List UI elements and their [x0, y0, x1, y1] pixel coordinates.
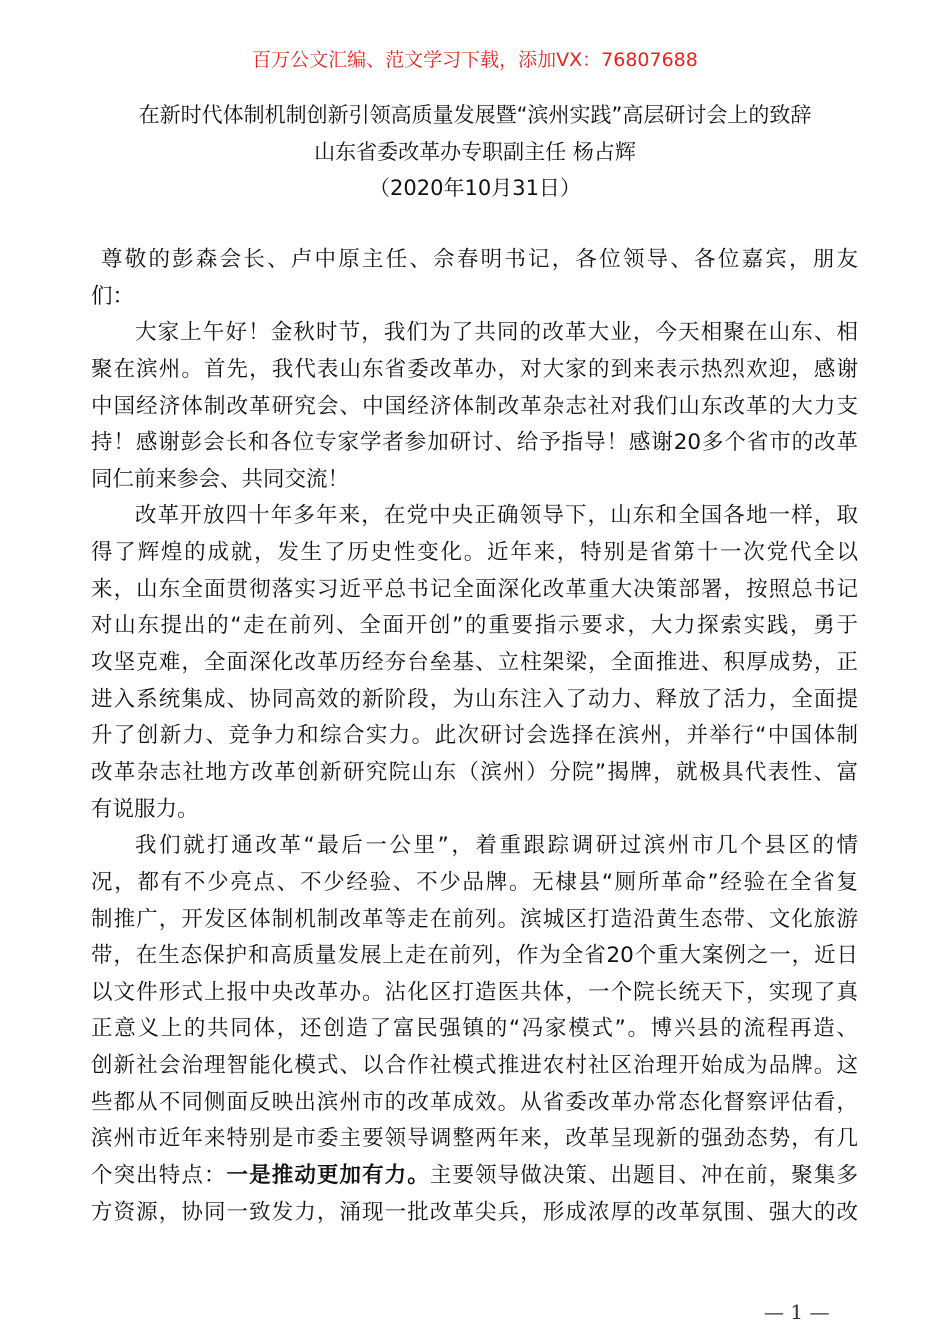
body-line: 正意义上的共同体，还创造了富民强镇的“冯家模式”。博兴县的流程再造、: [91, 1016, 858, 1042]
body-line: 带，在生态保护和高质量发展上走在前列，作为全省20个重大案例之一，近日: [91, 943, 858, 969]
body-line: 方资源，协同一致发力，涌现一批改革尖兵，形成浓厚的改革氛围、强大的改: [91, 1199, 858, 1225]
author-line: 山东省委改革办专职副主任 杨占辉: [314, 140, 636, 164]
body-line: 大家上午好！金秋时节，我们为了共同的改革大业，今天相聚在山东、相: [135, 320, 858, 346]
body-line: 持！感谢彭会长和各位专家学者参加研讨、给予指导！感谢20多个省市的改革: [91, 430, 858, 456]
body-paragraph: [91, 831, 858, 1161]
body-line: 改革杂志社地方改革创新研究院山东（滨州）分院”揭牌，就极具代表性、富: [91, 759, 858, 785]
body-line: 制推广，开发区体制机制改革等走在前列。滨城区打造沿黄生态带、文化旅游: [91, 906, 858, 932]
document-title: 在新时代体制机制创新引领高质量发展暨“滨州实践”高层研讨会上的致辞: [138, 103, 812, 127]
body-line: 进入系统集成、协同高效的新阶段，为山东注入了动力、释放了活力，全面提: [91, 686, 858, 712]
body-line: [91, 1161, 858, 1198]
body-line: 尊敬的彭森会长、卢中原主任、佘春明书记，各位领导、各位嘉宾，朋友: [101, 247, 858, 272]
body-line: 改革开放四十年多年来，在党中央正确领导下，山东和全国各地一样，取: [135, 503, 858, 529]
body-line: 来，山东全面贯彻落实习近平总书记全面深化改革重大决策部署，按照总书记: [91, 576, 858, 602]
body-paragraph: [91, 318, 858, 501]
text-run: 个突出特点：: [91, 1163, 227, 1189]
document-body: [91, 245, 858, 1234]
body-line: 滨州市近年来特别是市委主要领导调整两年来，改革呈现新的强劲态势，有几: [91, 1126, 858, 1152]
body-line: 对山东提出的“走在前列、全面开创”的重要指示要求，大力探索实践，勇于: [91, 613, 858, 639]
body-line: 创新社会治理智能化模式、以合作社模式推进农村社区治理开始成为品牌。这: [91, 1053, 858, 1079]
text-run: 主要领导做决策、出题目、冲在前，聚集多: [429, 1163, 858, 1189]
body-line: 攻坚克难，全面深化改革历经夯台垒基、立柱架梁，全面推进、积厚成势，正: [91, 650, 858, 676]
watermark-banner: 百万公文汇编、范文学习下载，添加VX：76807688: [252, 49, 698, 71]
body-line: 我们就打通改革“最后一公里”，着重跟踪调研过滨州市几个县区的情: [135, 833, 858, 859]
body-line: 升了创新力、竞争力和综合实力。此次研讨会选择在滨州，并举行“中国体制: [91, 723, 858, 749]
body-line: 得了辉煌的成就，发生了历史性变化。近年来，特别是省第十一次党代全以: [91, 540, 858, 566]
page-number: — 1 —: [764, 1300, 830, 1324]
date-line: （2020年10月31日）: [369, 176, 581, 200]
body-line: 些都从不同侧面反映出滨州市的改革成效。从省委改革办常态化督察评估看，: [91, 1089, 858, 1115]
body-line: 们：: [91, 283, 135, 309]
salutation-paragraph: [91, 245, 858, 318]
body-line: 有说服力。: [91, 796, 199, 822]
body-line: 聚在滨州。首先，我代表山东省委改革办，对大家的到来表示热烈欢迎，感谢: [91, 356, 858, 382]
body-line: 以文件形式上报中央改革办。沾化区打造医共体，一个院长统天下，实现了真: [91, 979, 858, 1005]
body-line: 同仁前来参会、共同交流！: [91, 466, 350, 492]
body-paragraph: [91, 501, 858, 831]
bold-emphasis: 一是推动更加有力。: [226, 1163, 430, 1189]
body-line: 中国经济体制改革研究会、中国经济体制改革杂志社对我们山东改革的大力支: [91, 393, 858, 419]
body-line: 况，都有不少亮点、不少经验、不少品牌。无棣县“厕所革命”经验在全省复: [91, 869, 858, 895]
